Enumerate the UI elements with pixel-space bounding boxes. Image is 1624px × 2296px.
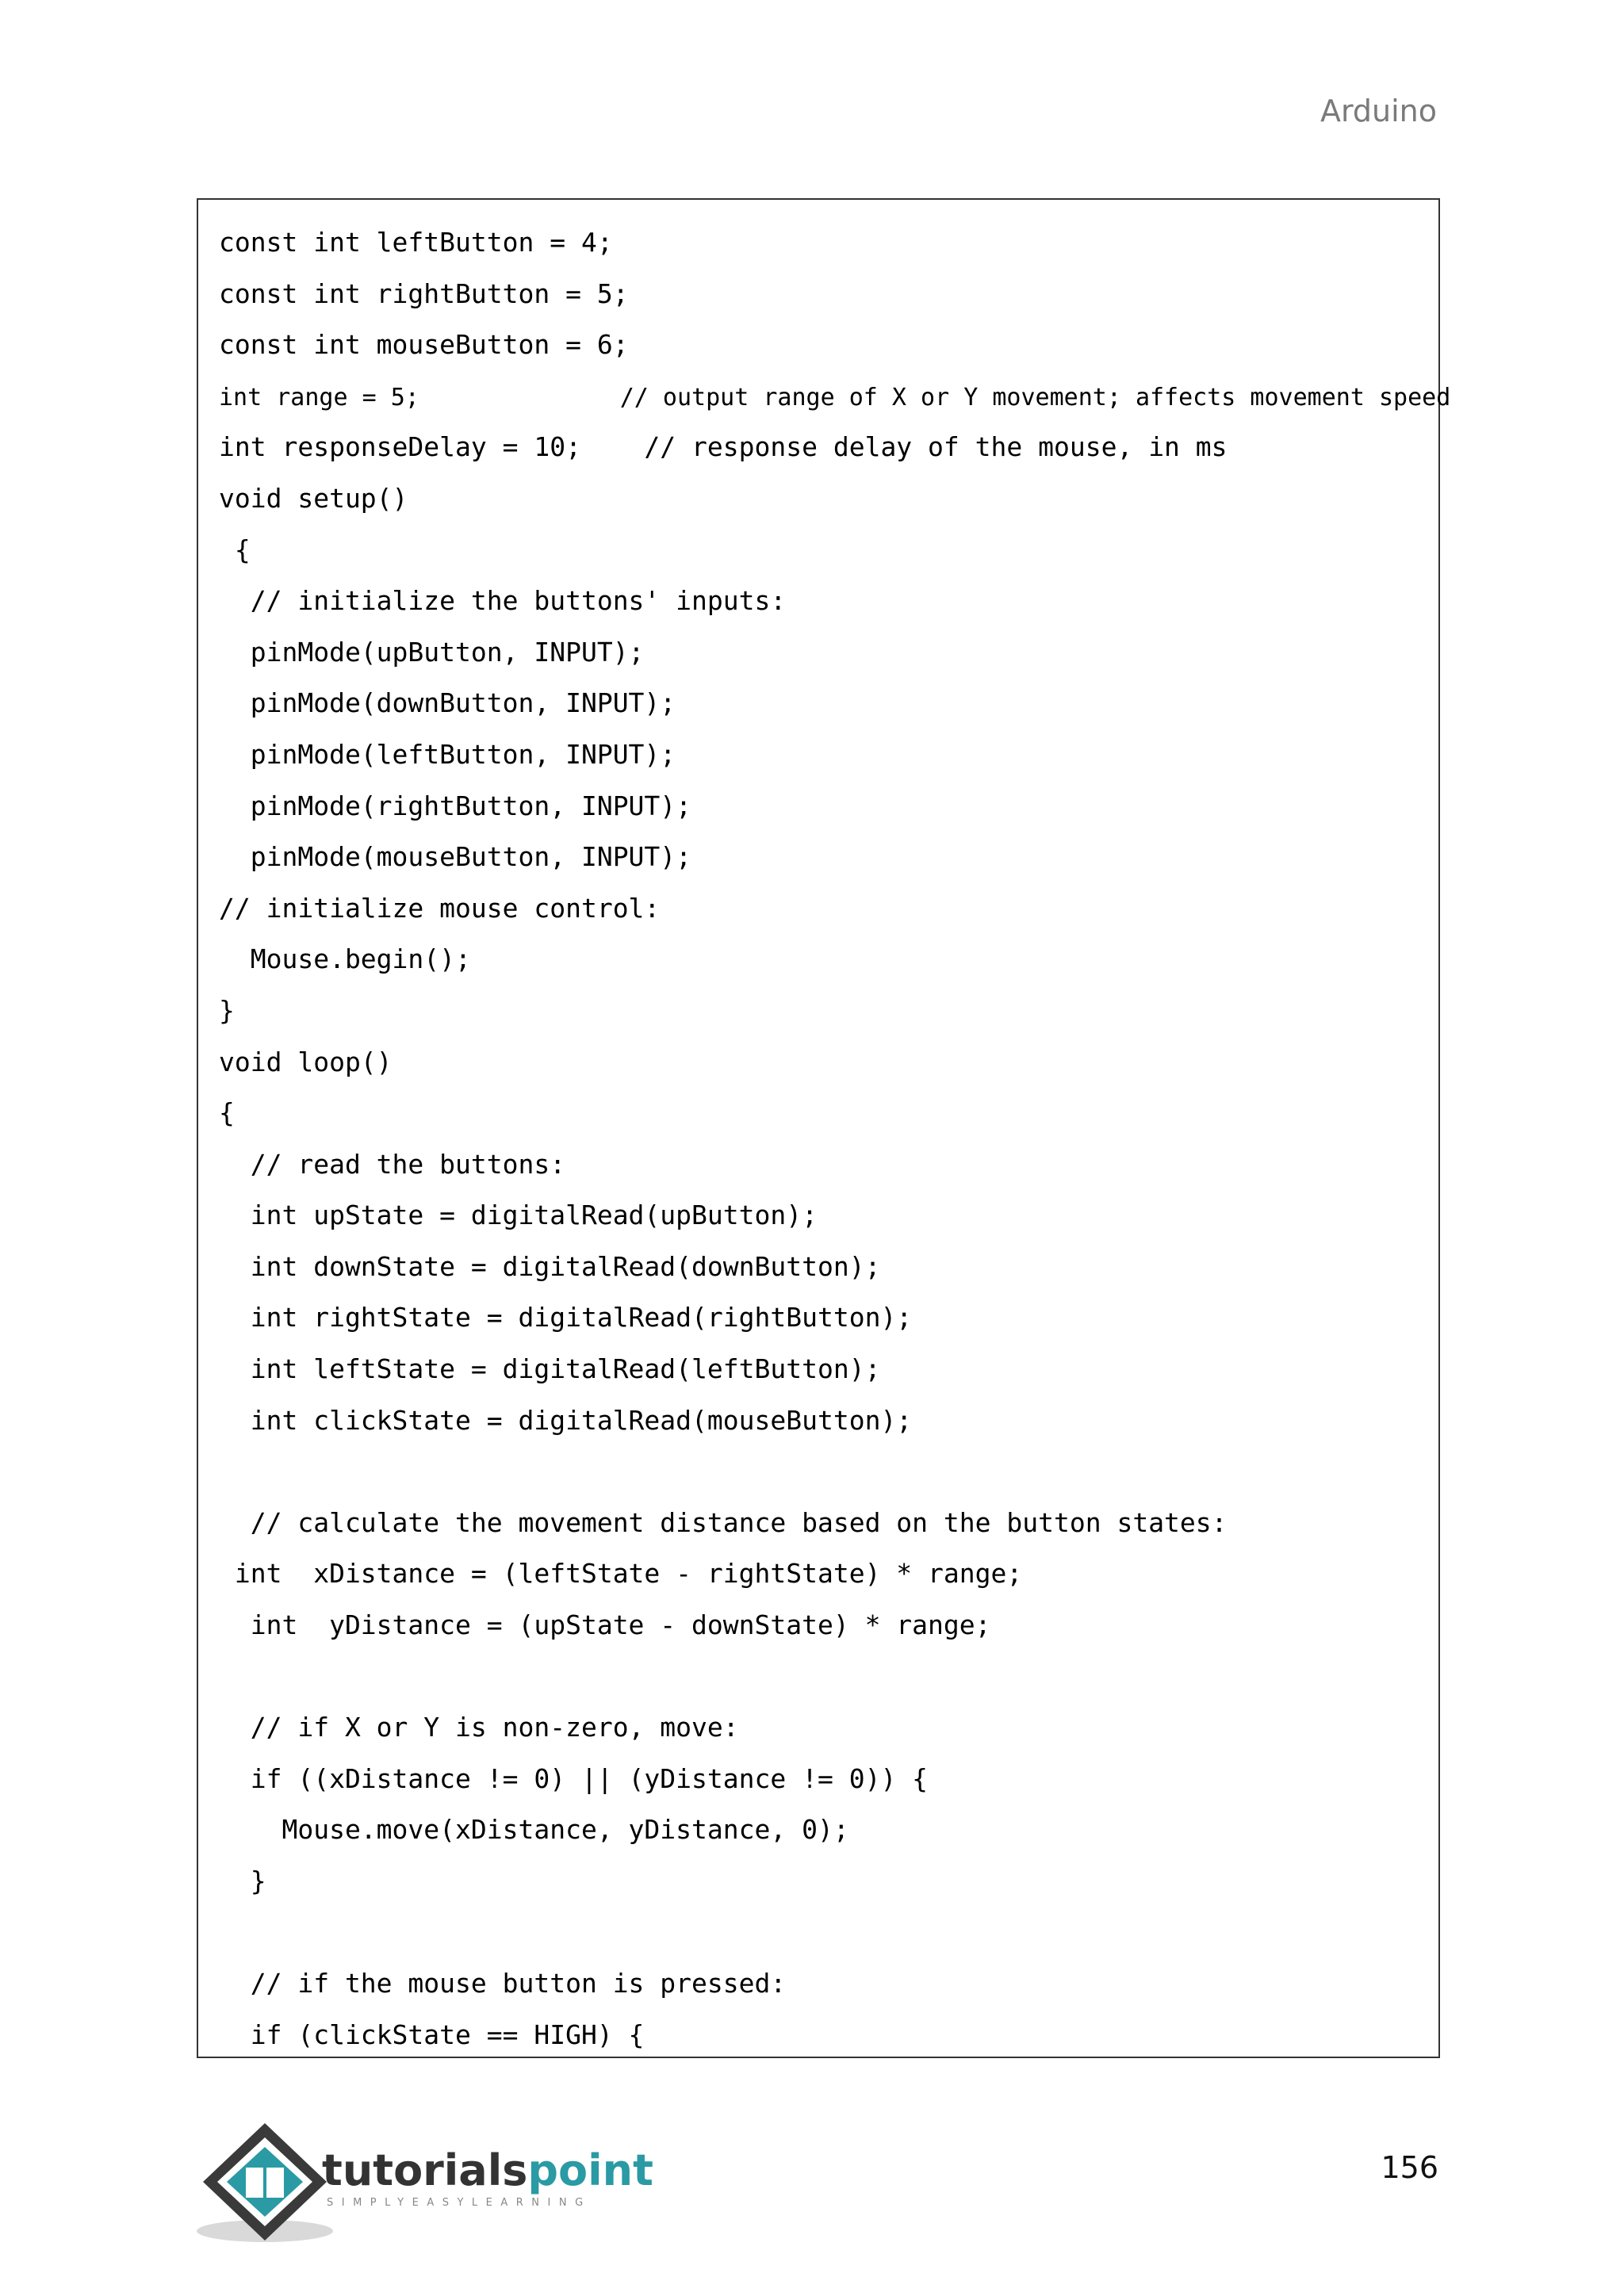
logo-graphic <box>193 2112 653 2255</box>
code-line: int range = 5; // output range of X or Y movement; affects movement speed <box>219 383 1451 411</box>
code-line: int rightState = digitalRead(rightButton); <box>219 1302 913 1334</box>
code-line: pinMode(mouseButton, INPUT); <box>219 841 692 873</box>
code-line: void loop() <box>219 1046 393 1077</box>
code-line: int clickState = digitalRead(mouseButton); <box>219 1404 913 1436</box>
code-line: int upState = digitalRead(upButton); <box>219 1200 818 1231</box>
code-line: // read the buttons: <box>219 1148 566 1180</box>
code-line: // initialize the buttons' inputs: <box>219 585 787 617</box>
code-line: const int mouseButton = 6; <box>219 329 629 361</box>
code-line: // calculate the movement distance based on the button states: <box>219 1506 1228 1538</box>
code-line: Mouse.move(xDistance, yDistance, 0); <box>219 1814 849 1846</box>
code-line: // if the mouse button is pressed: <box>219 1968 787 1999</box>
code-line <box>219 1651 1438 1703</box>
code-line: // initialize mouse control: <box>219 892 661 924</box>
code-line: int yDistance = (upState - downState) * range; <box>219 1609 991 1641</box>
code-line: int downState = digitalRead(downButton); <box>219 1250 881 1282</box>
tutorialspoint-logo[interactable] <box>193 2112 653 2255</box>
page-header-title: Arduino <box>1320 94 1437 128</box>
code-line: int xDistance = (leftState - rightState) * range; <box>219 1558 1023 1590</box>
code-line: int responseDelay = 10; // response delay of the mouse, in ms <box>219 431 1228 463</box>
code-line: const int leftButton = 4; <box>219 227 613 258</box>
code-line: pinMode(downButton, INPUT); <box>219 687 676 719</box>
code-block <box>197 198 1451 2058</box>
code-line: { <box>219 1097 235 1129</box>
code-line: } <box>219 1866 266 1896</box>
code-line: // if X or Y is non-zero, move: <box>219 1712 739 1743</box>
code-line <box>219 1908 1438 1959</box>
code-line: if ((xDistance != 0) || (yDistance != 0)) { <box>219 1762 929 1794</box>
code-line: pinMode(upButton, INPUT); <box>219 636 645 668</box>
code-line: pinMode(rightButton, INPUT); <box>219 790 692 821</box>
code-line: if (clickState == HIGH) { <box>219 2019 645 2050</box>
code-line: Mouse.begin(); <box>219 943 471 975</box>
code-line: pinMode(leftButton, INPUT); <box>219 738 676 770</box>
code-line <box>219 1446 1438 1498</box>
code-line: void setup() <box>219 482 408 514</box>
logo-brand-text: tutorialspoint <box>322 2145 653 2195</box>
code-line: int leftState = digitalRead(leftButton); <box>219 1353 881 1385</box>
code-line: const int rightButton = 5; <box>219 277 629 309</box>
code-line: } <box>219 994 235 1026</box>
page-number: 156 <box>1381 2150 1438 2185</box>
code-line: { <box>219 534 251 565</box>
logo-tagline: SIMPLYEASYLEARNING <box>327 2197 592 2209</box>
